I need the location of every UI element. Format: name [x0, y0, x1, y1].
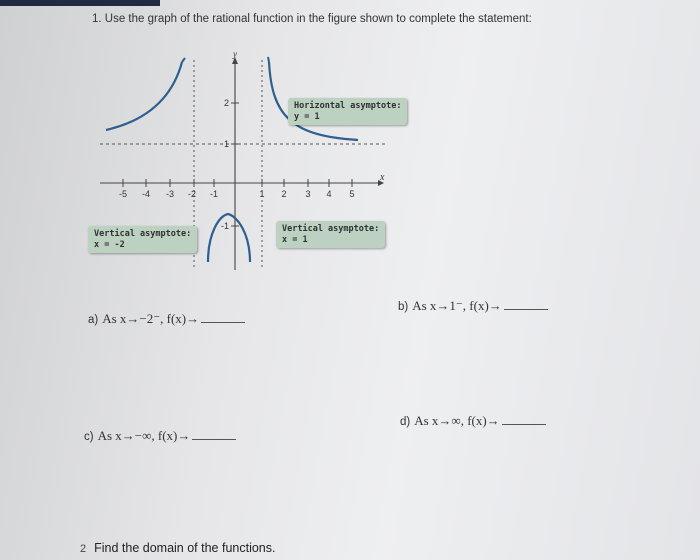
- callout-equation: x = -2: [94, 239, 125, 250]
- answer-blank-b[interactable]: [504, 308, 548, 310]
- part-label: b): [398, 301, 409, 313]
- callout-title: Horizontal asymptote:: [294, 101, 402, 111]
- part-text: As x→∞, f(x)→: [414, 413, 500, 428]
- x-tick-label: -3: [165, 189, 175, 199]
- callout-title: Vertical asymptote:: [282, 224, 380, 234]
- curve-left-arrow-icon: [182, 58, 185, 62]
- question-2-text: Find the domain of the functions.: [94, 541, 276, 555]
- question-part-c: [84, 428, 236, 444]
- y-tick-label: 1: [223, 139, 229, 149]
- curve-middle-branch: [208, 214, 250, 262]
- part-text: As x→−∞, f(x)→: [97, 428, 191, 443]
- x-tick-label: -5: [118, 189, 128, 199]
- part-text: As x→1⁻, f(x)→: [412, 298, 502, 313]
- x-axis-label: x: [380, 172, 385, 183]
- x-tick-label: -2: [187, 189, 197, 199]
- curve-right-arrow-icon: [268, 57, 269, 62]
- x-tick-label: 3: [305, 189, 311, 199]
- answer-blank-a[interactable]: [201, 321, 245, 323]
- question-part-a: [88, 311, 245, 327]
- question-part-b: [398, 298, 548, 314]
- question-part-d: [400, 413, 546, 429]
- answer-blank-d[interactable]: [502, 423, 546, 425]
- callout-equation: x = 1: [282, 234, 308, 245]
- x-tick-label: -1: [209, 189, 219, 199]
- callout-title: Vertical asymptote:: [94, 229, 192, 239]
- x-tick-label: -4: [141, 189, 151, 199]
- part-label: c): [84, 431, 94, 443]
- part-label: d): [400, 416, 411, 428]
- answer-blank-c[interactable]: [192, 438, 236, 440]
- y-tick-label: 2: [223, 98, 229, 108]
- vertical-asymptote-right-callout: [276, 221, 385, 248]
- question-1-prompt: 1. Use the graph of the rational function in the figure shown to complete the statement:: [92, 13, 532, 25]
- part-text: As x→−2⁻, f(x)→: [102, 311, 200, 326]
- y-tick-label: -1: [220, 221, 229, 231]
- top-edge-bar: [0, 0, 160, 6]
- curve-left-branch: [106, 62, 182, 130]
- part-label: a): [88, 314, 99, 326]
- horizontal-asymptote-callout: [288, 98, 407, 125]
- callout-equation: y = 1: [294, 111, 320, 122]
- question-2-number: 2: [80, 543, 87, 555]
- x-tick-label: 2: [281, 189, 287, 199]
- vertical-asymptote-left-callout: [88, 226, 197, 253]
- x-tick-label: 5: [349, 189, 355, 199]
- x-tick-label: 1: [259, 189, 265, 199]
- question-2-prompt: [80, 541, 276, 555]
- x-tick-label: 4: [326, 189, 332, 199]
- y-axis-label: y: [233, 49, 237, 59]
